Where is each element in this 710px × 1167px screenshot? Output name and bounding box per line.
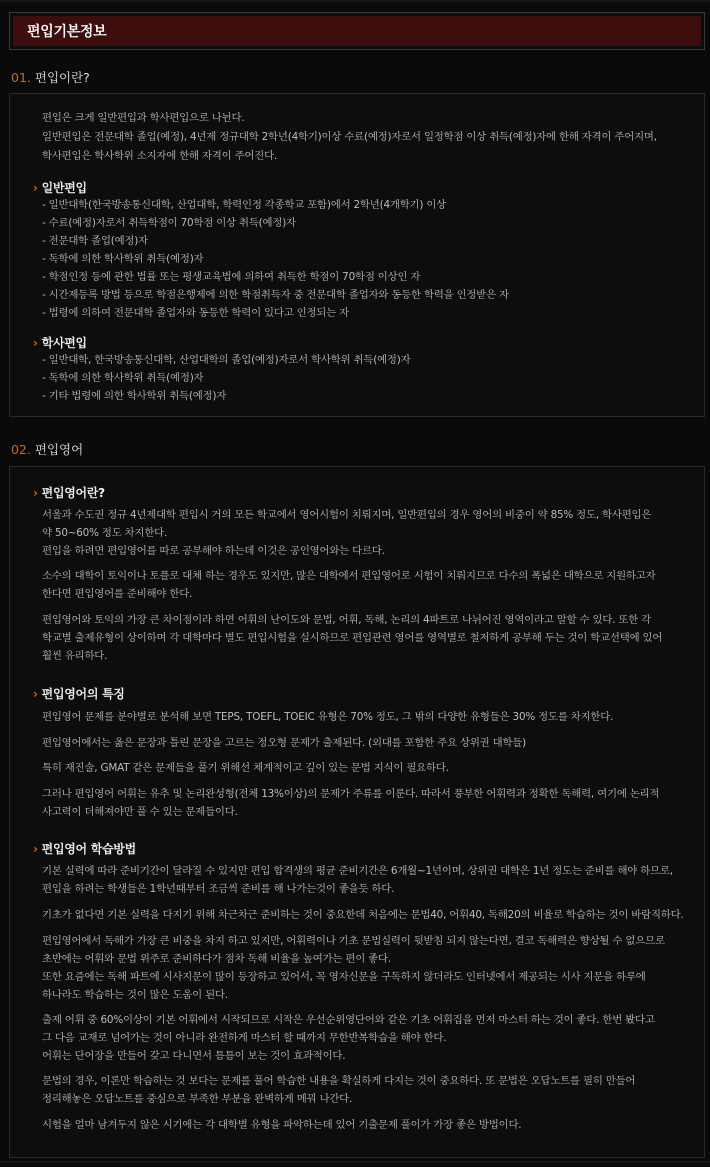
paragraph-line: 약 50~60% 정도 차지한다. (42, 527, 168, 539)
paragraph-line: 편입영어 문제를 분야별로 분석해 보면 TEPS, TOEFL, TOEIC 유형은 70% 정도, 그 밖의 다양한 유형들은 30% 정도를 차지한다. (42, 711, 614, 723)
list-item: - 법령에 의하여 전문대학 졸업자와 동등한 학력이 있다고 인정되는 자 (42, 307, 349, 319)
paragraph-line: 그 다음 교재로 넘어가는 것이 아니라 완전하게 마스터 할 때까지 무한반복학습을 해야 한다. (42, 1032, 447, 1044)
chevron-right-icon: › (33, 687, 38, 701)
intro-line: 학사편입은 학사학위 소지자에 한해 자격이 주어진다. (42, 150, 278, 162)
paragraph-line: 그러나 편입영어 어휘는 유추 및 논리완성형(전체 13%이상)의 문제가 주류를 이룬다. 따라서 풍부한 어휘력과 정확한 독해력, 여기에 논리적 (42, 788, 660, 800)
page-title-bar (13, 16, 701, 46)
intro-line: 편입은 크게 일반편입과 학사편입으로 나뉜다. (42, 112, 245, 124)
paragraph-line: 사고력이 더해져야만 풀 수 있는 문제들이다. (42, 806, 238, 818)
section-1-number: 01. (11, 70, 31, 85)
bachelor-transfer-heading (33, 334, 87, 351)
top-divider (0, 0, 710, 2)
paragraph-line: 시험을 얼마 남겨두지 않은 시기에는 각 대학별 유형을 파악하는데 있어 기출문제 풀이가 가장 좋은 방법이다. (42, 1119, 522, 1131)
section-2-heading (11, 440, 83, 458)
paragraph-line: 서울과 수도권 정규 4년제대학 편입시 거의 모든 학교에서 영어시험이 치뤄지며, 일반편입의 경우 영어의 비중이 약 85% 정도, 학사편입은 (42, 509, 652, 521)
paragraph-line: 또한 요즘에는 독해 파트에 시사지문이 많이 등장하고 있어서, 꼭 영자신문을 구독하지 않더라도 인터넷에서 제공되는 시사 지문을 하루에 (42, 971, 646, 983)
features-title: 편입영어의 특징 (41, 687, 125, 701)
paragraph-line: 문법의 경우, 이론만 학습하는 것 보다는 문제를 풀어 학습한 내용을 확실하게 다지는 것이 중요하다. 또 문법은 오답노트를 필히 만들어 (42, 1075, 636, 1087)
page-title: 편입기본정보 (27, 24, 107, 40)
features-heading (33, 685, 125, 702)
paragraph-line: 특히 재진술, GMAT 같은 문제들을 풀기 위해선 체계적이고 깊이 있는 문법 지식이 필요하다. (42, 762, 449, 774)
general-transfer-title: 일반편입 (41, 181, 87, 195)
paragraph-line: 한다면 편입영어를 준비해야 한다. (42, 588, 193, 600)
section-1-panel (9, 93, 705, 417)
section-2-title: 편입영어 (34, 442, 84, 457)
section-2-panel (9, 466, 705, 1158)
method-title: 편입영어 학습방법 (41, 842, 136, 856)
section-2-number: 02. (11, 442, 31, 457)
paragraph-line: 소수의 대학이 토익이나 토플로 대체 하는 경우도 있지만, 많은 대학에서 편입영어로 시험이 치뤄지므로 다수의 폭넓은 대학으로 지원하고자 (42, 570, 656, 582)
section-1-heading (11, 68, 90, 86)
chevron-right-icon: › (33, 336, 38, 350)
general-transfer-heading (33, 179, 87, 196)
section-1-title: 편입이란? (34, 70, 90, 85)
paragraph-line: 하나라도 학습하는 것이 많은 도움이 된다. (42, 989, 228, 1001)
paragraph-line: 편입영어와 토익의 가장 큰 차이점이라 하면 어휘의 난이도와 문법, 어휘, 독해, 논리의 4파트로 나뉘어진 영역이라고 말할 수 있다. 또한 각 (42, 614, 651, 626)
method-heading (33, 840, 136, 857)
paragraph-line: 기본 실력에 따라 준비기간이 달라질 수 있지만 편입 합격생의 평균 준비기간은 6개월~1년이며, 상위권 대학은 1년 정도는 준비를 해야 하므로, (42, 865, 673, 877)
what-heading (33, 484, 105, 501)
paragraph-line: 편입영어에서 독해가 가장 큰 비중을 차지 하고 있지만, 어휘력이나 기초 문법실력이 뒷받침 되지 않는다면, 결코 독해력은 향상될 수 없으므로 (42, 935, 665, 947)
list-item: - 시간제등록 방법 등으로 학점은행제에 의한 학점취득자 중 전문대학 졸업자와 동등한 학력을 인정받은 자 (42, 289, 509, 301)
paragraph-line: 기초가 없다면 기본 실력을 다지기 위해 차근차근 준비하는 것이 중요한데 처음에는 문법40, 어휘40, 독해20의 비율로 학습하는 것이 바람직하다. (42, 909, 684, 921)
paragraph-line: 편입을 하려면 편입영어를 따로 공부해야 하는데 이것은 공인영어와는 다르다. (42, 545, 385, 557)
paragraph-line: 초반에는 어휘와 문법 위주로 준비하다가 점차 독해 비율을 높여가는 편이 좋다. (42, 953, 391, 965)
paragraph-line: 학교별 출제유형이 상이하며 각 대학마다 별도 편입시험을 실시하므로 편입관련 영어를 영역별로 철저하게 공부해 두는 것이 학교선택에 있어 (42, 632, 663, 644)
list-item: - 학점인정 등에 관한 법률 또는 평생교육법에 의하여 취득한 학점이 70학점 이상인 자 (42, 271, 421, 283)
intro-line: 일반편입은 전문대학 졸업(예정), 4년제 정규대학 2학년(4학기)이상 수료(예정)자로서 일정학점 이상 취득(예정)자에 한해 자격이 주어지며, (42, 131, 657, 143)
paragraph-line: 편입영어에서는 옳은 문장과 틀린 문장을 고르는 정오형 문제가 출제된다. (외대를 포함한 주요 상위권 대학들) (42, 737, 526, 749)
paragraph-line: 어휘는 단어장을 만들어 갖고 다니면서 틈틈이 보는 것이 효과적이다. (42, 1050, 346, 1062)
paragraph-line: 정리해놓은 오답노트를 중심으로 부족한 부분을 완벽하게 메꿔 나간다. (42, 1093, 353, 1105)
chevron-right-icon: › (33, 181, 38, 195)
paragraph-line: 출제 어휘 중 60%이상이 기본 어휘에서 시작되므로 시작은 우선순위영단어와 같은 기초 어휘집을 먼저 마스터 하는 것이 좋다. 한번 봤다고 (42, 1014, 655, 1026)
paragraph-line: 훨씬 유리하다. (42, 650, 108, 662)
what-title: 편입영어란? (41, 486, 105, 500)
bachelor-transfer-title: 학사편입 (41, 336, 87, 350)
list-item: - 독학에 의한 학사학위 취득(예정)자 (42, 253, 204, 265)
list-item: - 독학에 의한 학사학위 취득(예정)자 (42, 372, 204, 384)
list-item: - 일반대학, 한국방송통신대학, 산업대학의 졸업(예정)자로서 학사학위 취득(예정)자 (42, 354, 411, 366)
page-title-box (9, 12, 705, 50)
list-item: - 일반대학(한국방송통신대학, 산업대학, 학력인정 각종학교 포함)에서 2학년(4개학기) 이상 (42, 199, 447, 211)
paragraph-line: 편입을 하려는 학생들은 1학년때부터 조금씩 준비를 해 나가는것이 좋을듯 하다. (42, 883, 395, 895)
list-item: - 기타 법령에 의한 학사학위 취득(예정)자 (42, 390, 227, 402)
bottom-divider (0, 1161, 710, 1163)
list-item: - 수료(예정)자로서 취득학점이 70학점 이상 취득(예정)자 (42, 217, 296, 229)
chevron-right-icon: › (33, 842, 38, 856)
list-item: - 전문대학 졸업(예정)자 (42, 235, 148, 247)
chevron-right-icon: › (33, 486, 38, 500)
